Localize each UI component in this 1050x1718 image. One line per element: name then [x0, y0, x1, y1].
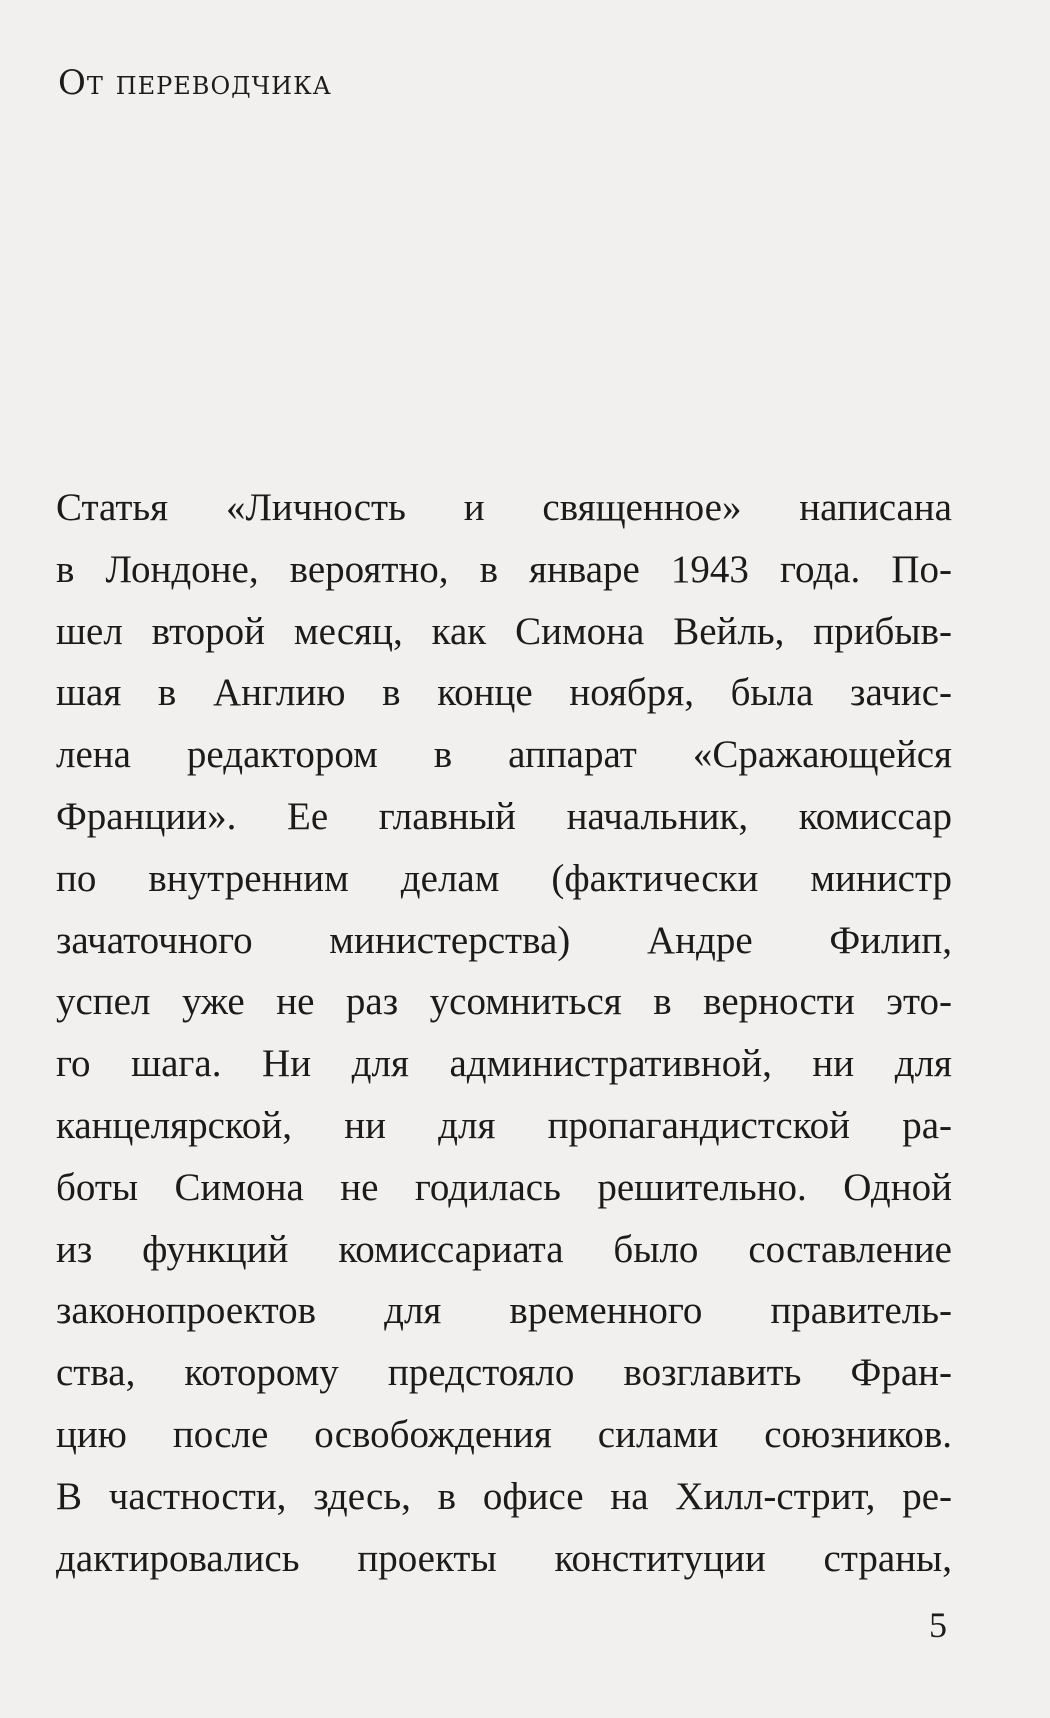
- page-number: 5: [929, 1605, 947, 1645]
- text-line: цию после освобождения силами союзников.: [56, 1412, 952, 1456]
- text-line: зачаточного министерства) Андре Филип,: [56, 918, 952, 962]
- text-line: дактировались проекты конституции страны,: [56, 1536, 952, 1580]
- text-line: в Лондоне, вероятно, в январе 1943 года. По-: [56, 547, 952, 591]
- text-line: В частности, здесь, в офисе на Хилл-стрит, ре-: [56, 1474, 952, 1518]
- text-line: успел уже не раз усомниться в верности это-: [56, 980, 952, 1024]
- text-line: Франции». Ее главный начальник, комиссар: [56, 794, 952, 838]
- text-line: Статья «Личность и священное» написана: [56, 486, 952, 529]
- text-line: лена редактором в аппарат «Сражающейся: [56, 733, 952, 777]
- text-line: из функций комиссариата было составление: [56, 1227, 952, 1271]
- text-line: ства, которому предстояло возглавить Фран-: [56, 1351, 952, 1395]
- text-line: по внутренним делам (фактически министр: [56, 856, 952, 900]
- text-line: шел второй месяц, как Симона Вейль, прибыв-: [56, 609, 952, 653]
- text-line: законопроектов для временного правитель-: [56, 1289, 952, 1333]
- text-line: го шага. Ни для административной, ни для: [56, 1042, 952, 1086]
- text-line: шая в Англию в конце ноября, была зачис-: [56, 671, 952, 715]
- body-text: [56, 477, 952, 1589]
- text-line: канцелярской, ни для пропагандистской ра-: [56, 1103, 952, 1147]
- section-heading: От переводчика: [58, 63, 332, 103]
- text-line: боты Симона не годилась решительно. Одной: [56, 1165, 952, 1209]
